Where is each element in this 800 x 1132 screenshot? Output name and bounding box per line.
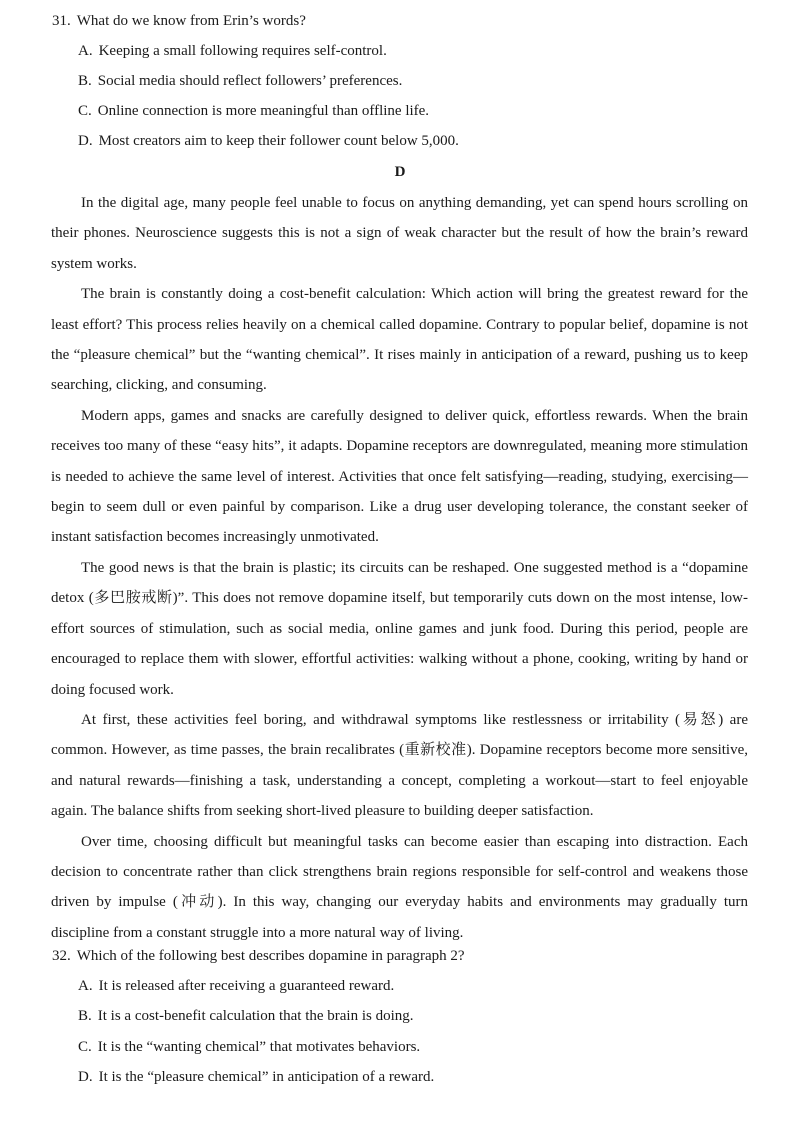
passage-paragraph-3: Modern apps, games and snacks are carefully designed to deliver quick, effortless rewards. When the brain receives too many of these “easy hits”, it adapts. Dopamine receptors are downregulated, meaning more stimulation is needed to achieve the same level of interest. Activities that once felt satisfying—reading, studying, exercising—begin to seem dull or even painful by comparison. Like a drug user developing tolerance, the constant seeker of instant satisfaction becomes increasingly unmotivated. <box>51 407 748 546</box>
option-letter: D. <box>78 133 93 149</box>
q31-option-c <box>78 101 429 121</box>
option-text: It is the “wanting chemical” that motivates behaviors. <box>97 1039 421 1055</box>
q32-option-c <box>78 1037 420 1057</box>
passage-paragraph-5: At first, these activities feel boring, and withdrawal symptoms like restlessness or irritability (易怒) are common. However, as time passes, the brain recalibrates (重新校准). Dopamine receptors become more sensitive, and natural rewards—finishing a task, understanding a concept, completing a workout—start to feel enjoyable again. The balance shifts from seeking short-lived pleasure to building deeper satisfaction. <box>51 711 748 820</box>
question-text: Which of the following best describes dopamine in paragraph 2? <box>76 948 465 964</box>
q32-option-b <box>78 1006 414 1026</box>
q31-option-d <box>78 131 459 151</box>
passage-paragraph-2: The brain is constantly doing a cost-benefit calculation: Which action will bring the greatest reward for the least effort? This process relies heavily on a chemical called dopamine. Contrary to popular belief, dopamine is not the “pleasure chemical” but the “wanting chemical”. It rises mainly in anticipation of a reward, pushing us to keep searching, clicking, and consuming. <box>51 286 748 394</box>
question-32-stem <box>52 946 465 966</box>
q31-option-a <box>78 41 387 61</box>
q32-option-a <box>78 976 394 996</box>
question-number: 31. <box>52 13 71 29</box>
q32-option-d <box>78 1067 434 1087</box>
question-number: 32. <box>52 948 71 964</box>
option-letter: A. <box>78 978 93 994</box>
option-letter: C. <box>78 103 92 119</box>
option-letter: C. <box>78 1039 92 1055</box>
option-text: It is a cost-benefit calculation that the brain is doing. <box>97 1008 414 1024</box>
option-letter: D. <box>78 1069 93 1085</box>
option-text: Online connection is more meaningful than offline life. <box>97 103 430 119</box>
option-letter: A. <box>78 43 93 59</box>
option-text: It is released after receiving a guaranteed reward. <box>98 978 395 994</box>
option-text: It is the “pleasure chemical” in anticipation of a reward. <box>98 1069 435 1085</box>
option-letter: B. <box>78 1008 92 1024</box>
q31-option-b <box>78 71 402 91</box>
passage-paragraph-6: Over time, choosing difficult but meaningful tasks can become easier than escaping into distraction. Each decision to concentrate rather than click strengthens brain regions responsible for self-control and weakens those driven by impulse (冲动). In this way, changing our everyday habits and environments may gradually turn discipline from a constant struggle into a more natural way of living. <box>51 833 748 941</box>
reading-passage <box>51 188 748 948</box>
passage-paragraph-4: The good news is that the brain is plastic; its circuits can be reshaped. One suggested method is a “dopamine detox (多巴胺戒断)”. This does not remove dopamine itself, but temporarily cuts down on the most intense, low-effort sources of stimulation, such as social media, online games and junk food. During this period, people are encouraged to replace them with slower, effortful activities: walking without a phone, cooking, writing by hand or doing focused work. <box>51 559 748 698</box>
option-text: Most creators aim to keep their follower count below 5,000. <box>98 133 459 149</box>
passage-paragraph-1: In the digital age, many people feel unable to focus on anything demanding, yet can spend hours scrolling on their phones. Neuroscience suggests this is not a sign of weak character but the result of how the brain’s reward system works. <box>51 195 748 272</box>
question-31-stem <box>52 11 306 31</box>
option-letter: B. <box>78 73 92 89</box>
section-heading: D <box>394 164 406 180</box>
option-text: Social media should reflect followers’ preferences. <box>97 73 403 89</box>
question-text: What do we know from Erin’s words? <box>76 13 306 29</box>
option-text: Keeping a small following requires self-control. <box>98 43 387 59</box>
